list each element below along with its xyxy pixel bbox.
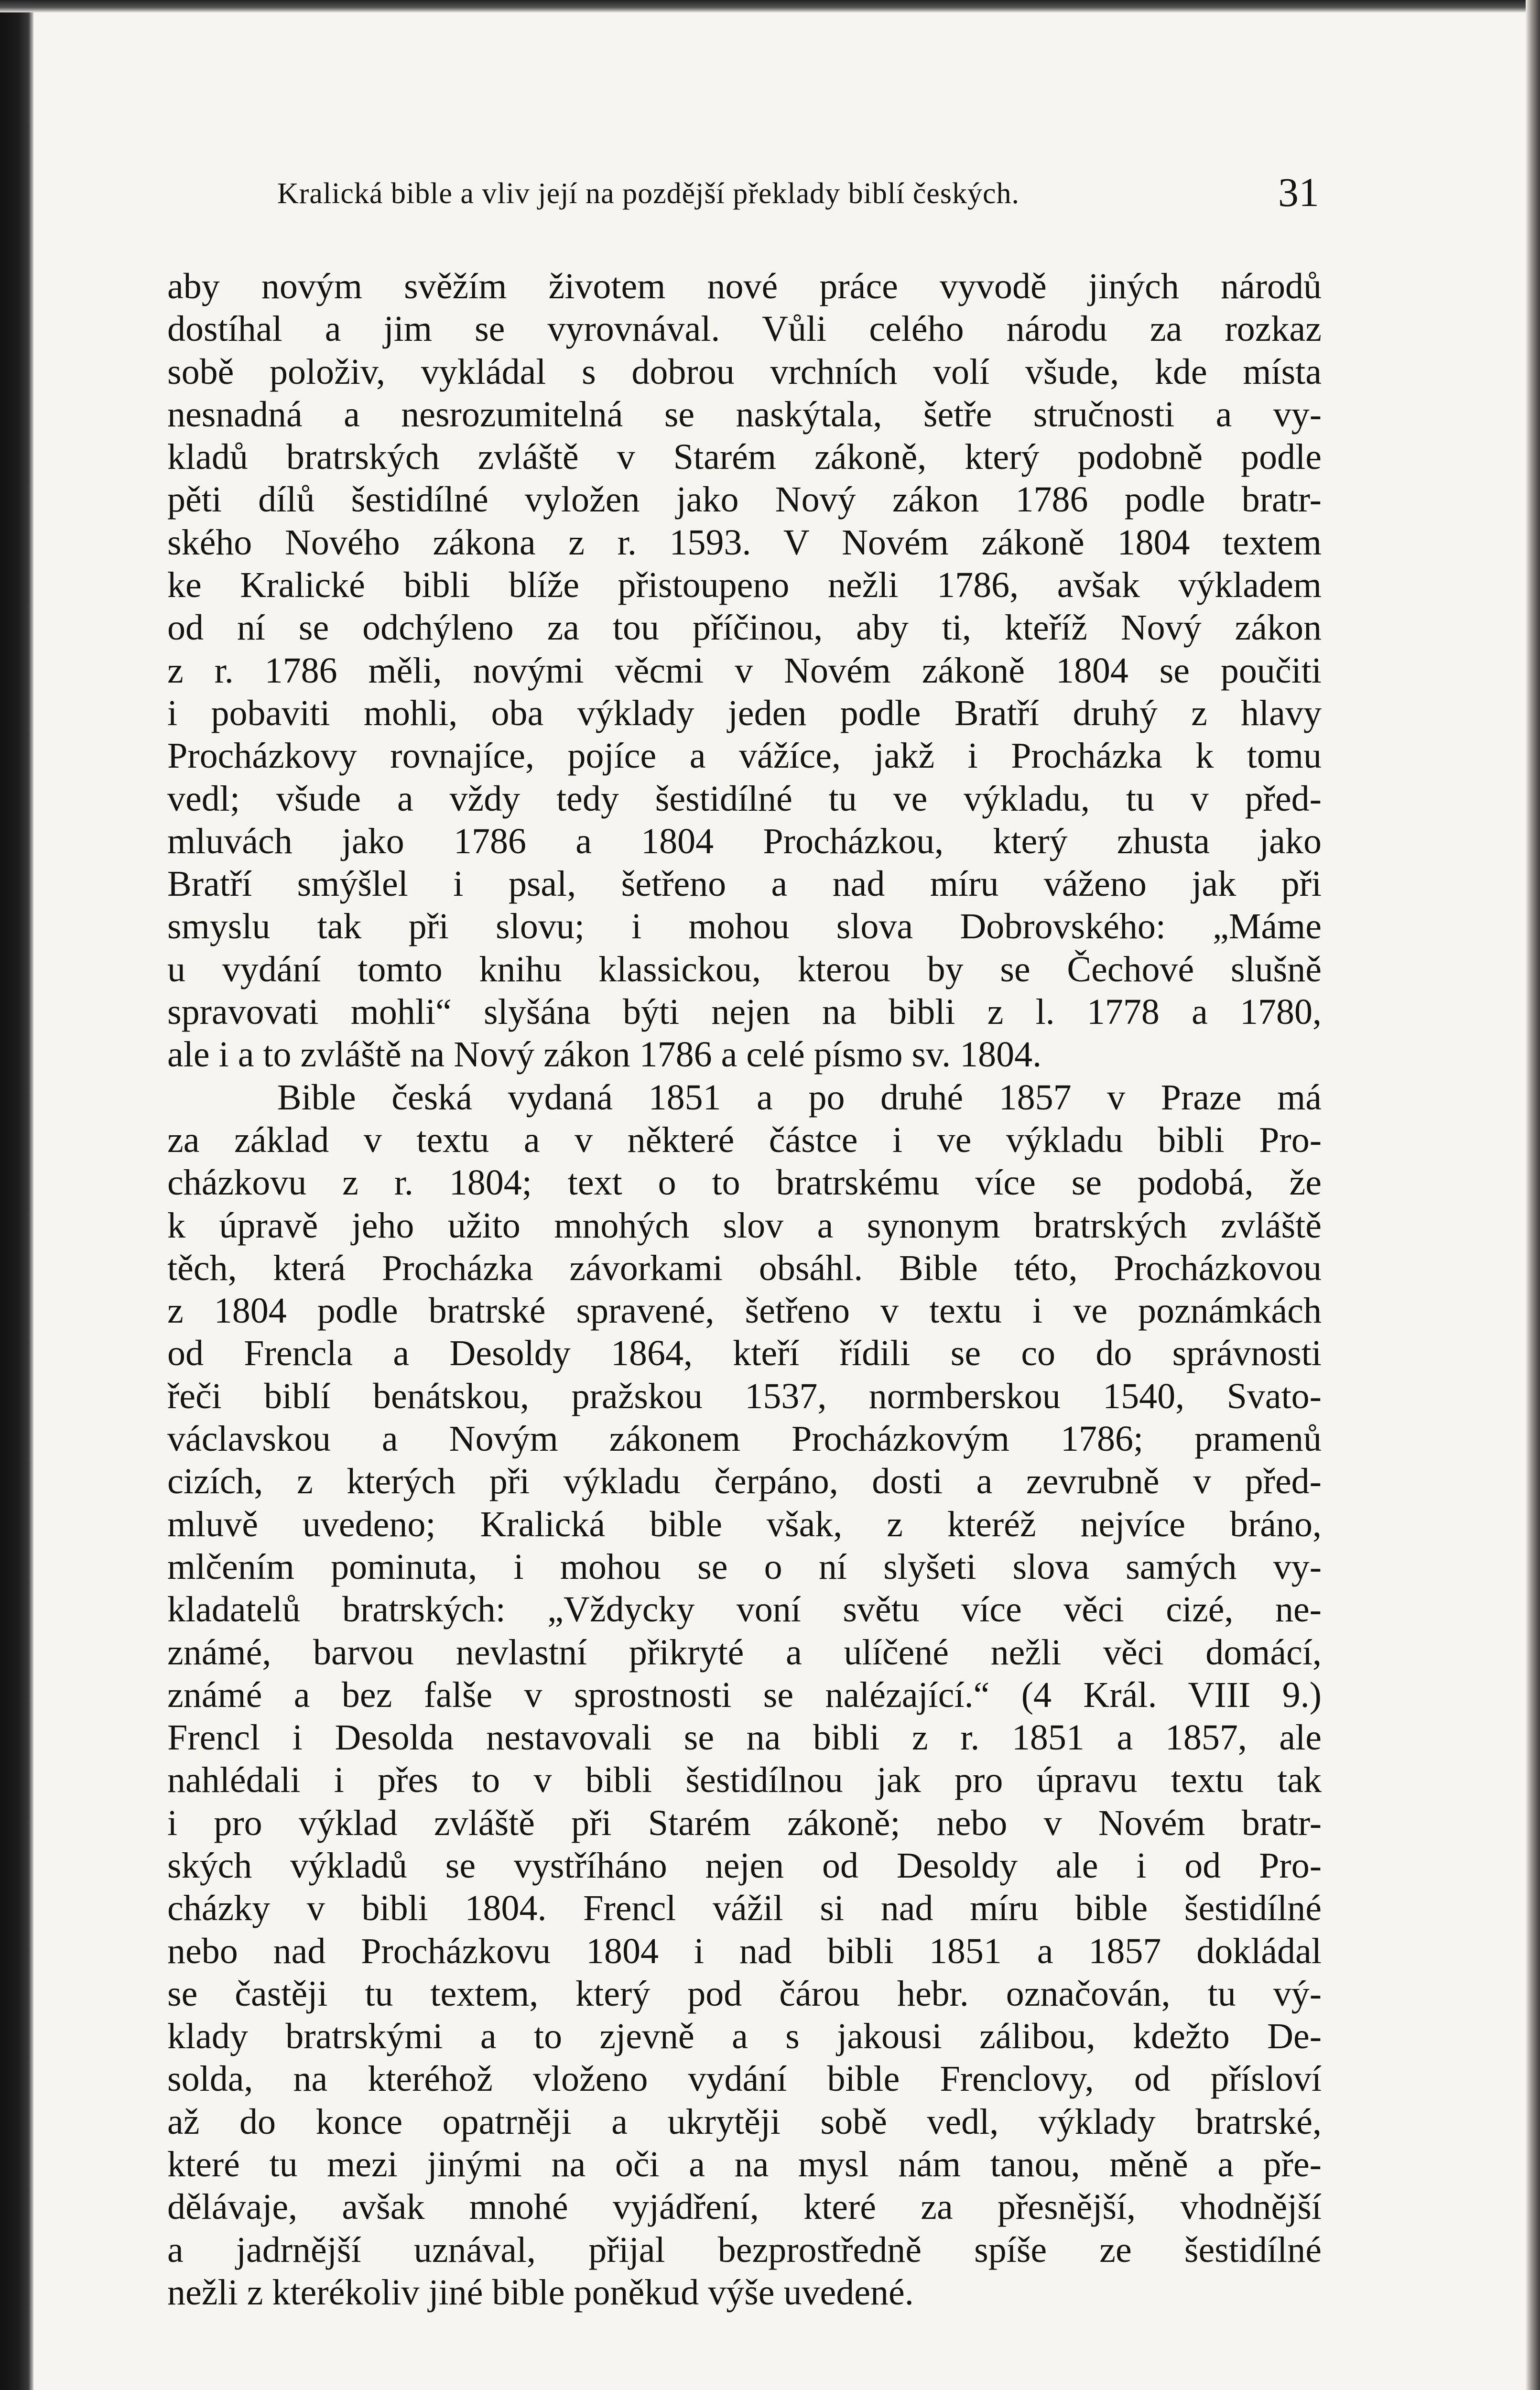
text-line: které tu mezi jinými na oči a na mysl nám tanou, měně a pře- bbox=[167, 2144, 1322, 2185]
text-line: k úpravě jeho užito mnohých slov a synonym bratrských zvláště bbox=[167, 1205, 1322, 1246]
text-line: mluvách jako 1786 a 1804 Procházkou, který zhusta jako bbox=[167, 821, 1322, 861]
running-header bbox=[277, 168, 1319, 221]
text-line: cházkovu z r. 1804; text o to bratrskému více se podobá, že bbox=[167, 1162, 1322, 1203]
text-line: u vydání tomto knihu klassickou, kterou by se Čechové slušně bbox=[167, 949, 1322, 989]
text-line: ských výkladů se vystříháno nejen od Desoldy ale i od Pro- bbox=[167, 1845, 1322, 1886]
text-line: nesnadná a nesrozumitelná se naskýtala, šetře stručnosti a vy- bbox=[167, 394, 1322, 435]
text-line: dělávaje, avšak mnohé vyjádření, které za přesnější, vhodnější bbox=[167, 2187, 1322, 2227]
scan-edge-right bbox=[1526, 0, 1540, 2390]
text-line: aby novým svěžím životem nové práce vyvodě jiných národů bbox=[167, 266, 1322, 306]
text-line: nebo nad Procházkovu 1804 i nad bibli 1851 a 1857 dokládal bbox=[167, 1931, 1322, 1971]
text-line: ského Nového zákona z r. 1593. V Novém zákoně 1804 textem bbox=[167, 522, 1322, 563]
text-line: ale i a to zvláště na Nový zákon 1786 a celé písmo sv. 1804. bbox=[167, 1034, 1042, 1075]
text-line: nežli z kterékoliv jiné bible poněkud výše uvedené. bbox=[167, 2272, 914, 2313]
text-line: pěti dílů šestidílné vyložen jako Nový zákon 1786 podle bratr- bbox=[167, 479, 1322, 520]
text-line: od Frencla a Desoldy 1864, kteří řídili se co do správnosti bbox=[167, 1333, 1322, 1374]
text-line: se častěji tu textem, který pod čárou hebr. označován, tu vý- bbox=[167, 1973, 1322, 2014]
text-line: a jadrnější uznával, přijal bezprostředně spíše ze šestidílné bbox=[167, 2229, 1322, 2270]
text-line: řeči biblí benátskou, pražskou 1537, normberskou 1540, Svato- bbox=[167, 1376, 1322, 1416]
text-line: cházky v bibli 1804. Frencl vážil si nad míru bible šestidílné bbox=[167, 1888, 1322, 1929]
text-line: mlčením pominuta, i mohou se o ní slyšeti slova samých vy- bbox=[167, 1546, 1322, 1587]
body-text bbox=[167, 265, 1322, 2314]
text-line: dostíhal a jim se vyrovnával. Vůli celého národu za rozkaz bbox=[167, 309, 1322, 349]
text-line: václavskou a Novým zákonem Procházkovým 1786; pramenů bbox=[167, 1419, 1322, 1459]
page-number: 31 bbox=[1278, 169, 1319, 215]
text-line: kladatelů bratrských: „Vždycky voní světu více věci cizé, ne- bbox=[167, 1589, 1322, 1630]
text-line: solda, na kteréhož vloženo vydání bible Frenclovy, od přísloví bbox=[167, 2059, 1322, 2099]
text-line: z 1804 podle bratrské spravené, šetřeno v textu i ve poznámkách bbox=[167, 1291, 1322, 1331]
text-line: známé a bez falše v sprostnosti se nalézající.“ (4 Král. VIII 9.) bbox=[167, 1674, 1322, 1715]
text-line: Procházkovy rovnajíce, pojíce a vážíce, jakž i Procházka k tomu bbox=[167, 736, 1322, 776]
text-line: vedl; všude a vždy tedy šestidílné tu ve výkladu, tu v před- bbox=[167, 778, 1322, 819]
text-line: těch, která Procházka závorkami obsáhl. Bible této, Procházkovou bbox=[167, 1248, 1322, 1288]
text-line: spravovati mohli“ slyšána býti nejen na bibli z l. 1778 a 1780, bbox=[167, 992, 1322, 1032]
text-line: i pro výklad zvláště při Starém zákoně; nebo v Novém bratr- bbox=[167, 1803, 1322, 1843]
text-line: Bible česká vydaná 1851 a po druhé 1857 v Praze má bbox=[277, 1077, 1322, 1118]
text-line: mluvě uvedeno; Kralická bible však, z kteréž nejvíce bráno, bbox=[167, 1504, 1322, 1544]
text-line: smyslu tak při slovu; i mohou slova Dobrovského: „Máme bbox=[167, 906, 1322, 947]
scan-edge-left bbox=[0, 0, 33, 2390]
text-line: cizích, z kterých při výkladu čerpáno, dosti a zevrubně v před- bbox=[167, 1461, 1322, 1502]
scan-edge-top bbox=[0, 0, 1540, 12]
text-line: sobě položiv, vykládal s dobrou vrchních volí všude, kde místa bbox=[167, 351, 1322, 392]
text-line: z r. 1786 měli, novými věcmi v Novém zákoně 1804 se poučiti bbox=[167, 650, 1322, 691]
text-line: od ní se odchýleno za tou příčinou, aby ti, kteříž Nový zákon bbox=[167, 608, 1322, 648]
text-line: klady bratrskými a to zjevně a s jakousi zálibou, kdežto De- bbox=[167, 2016, 1322, 2057]
text-line: kladů bratrských zvláště v Starém zákoně, který podobně podle bbox=[167, 437, 1322, 478]
running-header-title: Kralická bible a vliv její na pozdější překlady biblí českých. bbox=[277, 177, 1019, 210]
text-line: i pobaviti mohli, oba výklady jeden podle Bratří druhý z hlavy bbox=[167, 693, 1322, 733]
text-line: ke Kralické bibli blíže přistoupeno nežli 1786, avšak výkladem bbox=[167, 565, 1322, 606]
text-line: za základ v textu a v některé částce i ve výkladu bibli Pro- bbox=[167, 1119, 1322, 1160]
text-line: až do konce opatrněji a ukrytěji sobě vedl, výklady bratrské, bbox=[167, 2101, 1322, 2142]
text-line: Frencl i Desolda nestavovali se na bibli z r. 1851 a 1857, ale bbox=[167, 1717, 1322, 1758]
text-line: Bratří smýšlel i psal, šetřeno a nad míru váženo jak při bbox=[167, 864, 1322, 904]
text-line: nahlédali i přes to v bibli šestidílnou jak pro úpravu textu tak bbox=[167, 1760, 1322, 1801]
text-line: známé, barvou nevlastní přikryté a ulíčené nežli věci domácí, bbox=[167, 1632, 1322, 1673]
